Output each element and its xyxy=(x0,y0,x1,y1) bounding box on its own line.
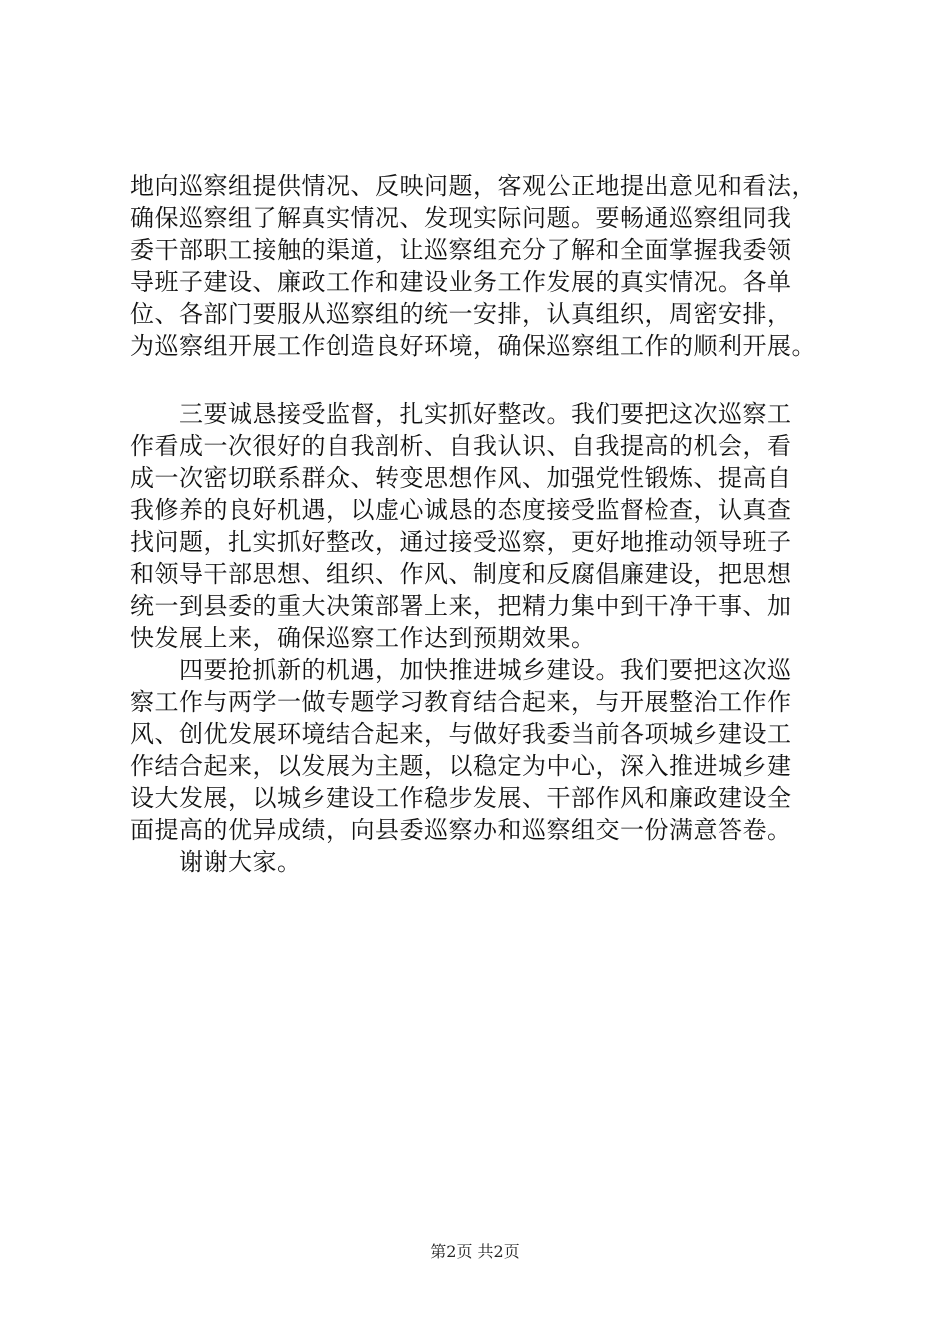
text-line: 和领导干部思想、组织、作风、制度和反腐倡廉建设，把思想 xyxy=(130,560,792,588)
paragraph-gap xyxy=(130,362,830,398)
text-line: 察工作与两学一做专题学习教育结合起来，与开展整治工作作 xyxy=(130,688,792,716)
text-line: 成一次密切联系群众、转变思想作风、加强党性锻炼、提高自 xyxy=(130,464,792,492)
text-line: 我修养的良好机遇，以虚心诚恳的态度接受监督检查，认真查 xyxy=(130,496,792,524)
text-line: 设大发展，以城乡建设工作稳步发展、干部作风和廉政建设全 xyxy=(130,784,792,812)
document-body xyxy=(130,170,830,878)
paragraph-2 xyxy=(130,398,830,654)
page-number-footer: 第2页 共2页 xyxy=(430,1242,520,1261)
paragraph-1 xyxy=(130,170,830,362)
text-line: 风、创优发展环境结合起来，与做好我委当前各项城乡建设工 xyxy=(130,720,792,748)
closing-line: 谢谢大家。 xyxy=(130,848,302,876)
text-line: 委干部职工接触的渠道，让巡察组充分了解和全面掌握我委领 xyxy=(130,236,792,264)
text-line: 统一到县委的重大决策部署上来，把精力集中到干净干事、加 xyxy=(130,592,792,620)
text-line: 位、各部门要服从巡察组的统一安排，认真组织，周密安排， xyxy=(130,300,792,328)
text-line: 地向巡察组提供情况、反映问题，客观公正地提出意见和看法， xyxy=(130,172,816,200)
text-line: 面提高的优异成绩，向县委巡察办和巡察组交一份满意答卷。 xyxy=(130,816,792,844)
text-line: 确保巡察组了解真实情况、发现实际问题。要畅通巡察组同我 xyxy=(130,204,792,232)
text-line: 为巡察组开展工作创造良好环境，确保巡察组工作的顺利开展。 xyxy=(130,332,816,360)
text-line: 作看成一次很好的自我剖析、自我认识、自我提高的机会，看 xyxy=(130,432,792,460)
text-line: 找问题，扎实抓好整改，通过接受巡察，更好地推动领导班子 xyxy=(130,528,792,556)
text-line: 作结合起来，以发展为主题，以稳定为中心，深入推进城乡建 xyxy=(130,752,792,780)
text-line: 导班子建设、廉政工作和建设业务工作发展的真实情况。各单 xyxy=(130,268,792,296)
text-line: 三要诚恳接受监督，扎实抓好整改。我们要把这次巡察工 xyxy=(130,400,792,428)
text-line: 四要抢抓新的机遇，加快推进城乡建设。我们要把这次巡 xyxy=(130,656,792,684)
paragraph-3 xyxy=(130,654,830,846)
text-line: 快发展上来，确保巡察工作达到预期效果。 xyxy=(130,624,596,652)
